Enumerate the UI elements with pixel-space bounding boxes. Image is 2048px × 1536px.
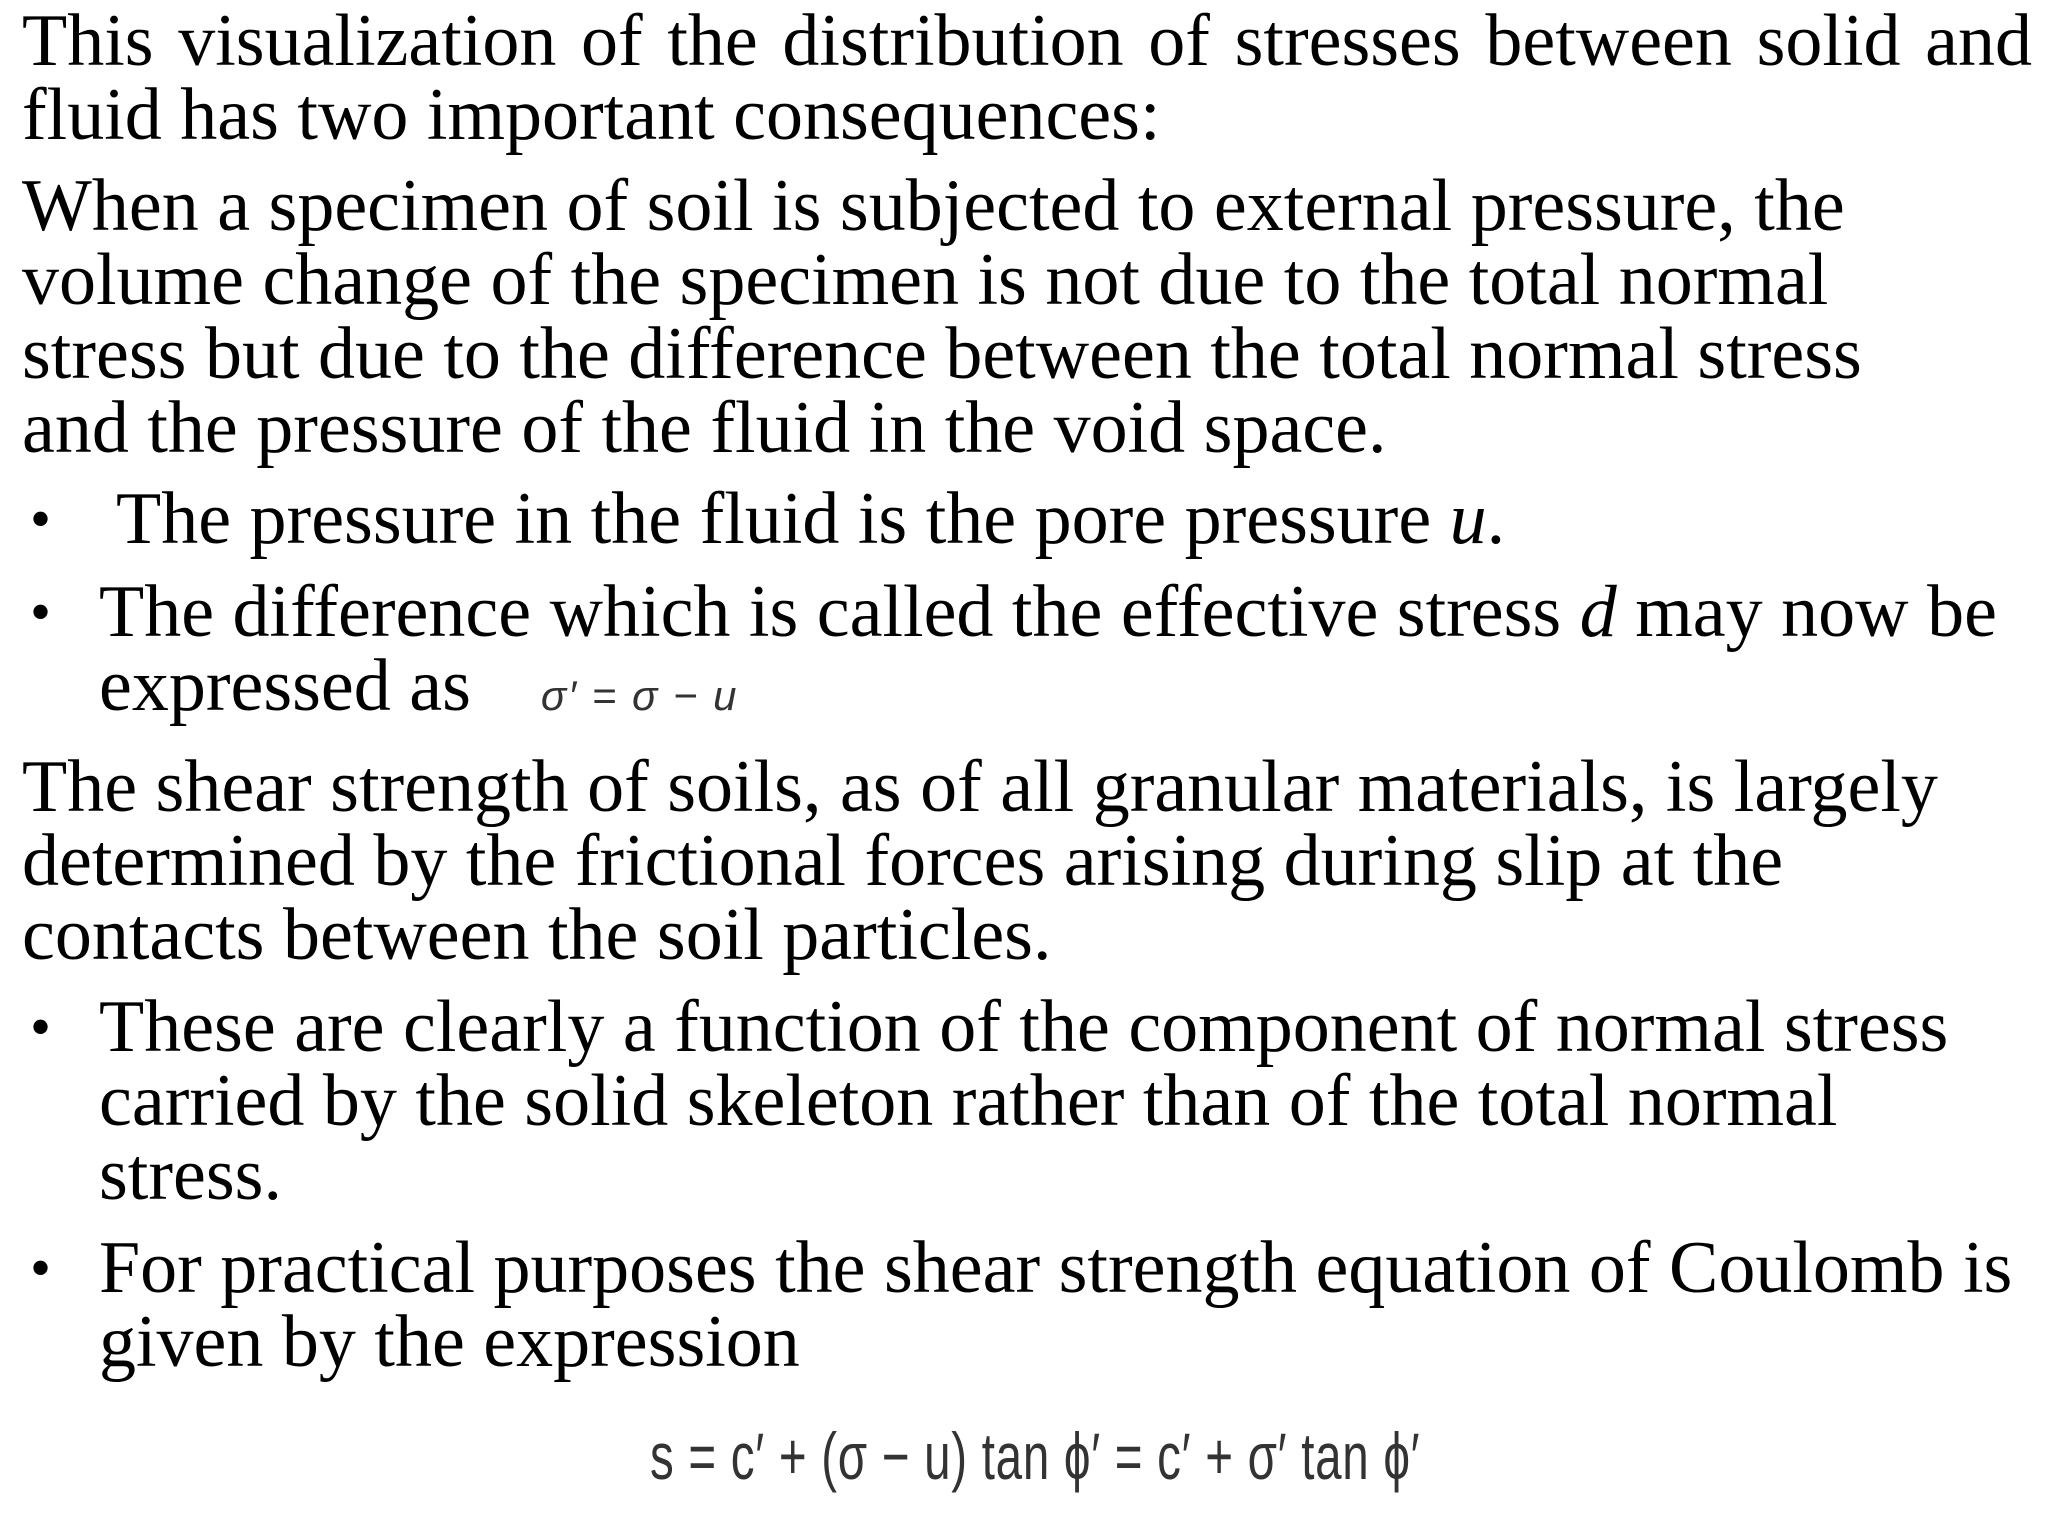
bullet-pore-pressure-end: . [1486,478,1506,560]
bullet-effective-stress [22,571,2009,733]
bullet-marker: • [30,579,52,645]
bullet-effective-stress-text: The difference which is called the effective stress [99,571,1580,653]
bullet-pore-pressure [22,478,2032,560]
bullet-function-text: These are clearly a function of the component of normal stress carried by the solid skeleton rather than of the total normal stress. [99,986,1949,1216]
bullet-pore-pressure-text: The pressure in the fluid is the pore pressure [116,478,1450,560]
effective-stress-symbol: d [1579,571,1617,653]
bullet-coulomb-text: For practical purposes the shear strength equation of Coulomb is given by the expression [99,1227,2013,1383]
bullet-coulomb [22,1227,2039,1383]
coulomb-formula: s = c′ + (σ − u) tan ϕ′ = c′ + σ′ tan ϕ′ [650,1419,1421,1493]
slide-content [22,0,2032,1383]
bullet-marker: • [30,994,52,1060]
shear-strength-paragraph: The shear strength of soils, as of all granular materials, is largely determined by the frictional forces arising during slip at the contacts between the soil particles. [22,746,1938,976]
bullet-marker: • [30,1235,52,1301]
intro-paragraph: This visualization of the distribution of stresses between solid and fluid has two important consequences: [22,0,2032,156]
pore-pressure-symbol: u [1449,478,1487,560]
bullet-marker: • [30,486,52,552]
bullet-function [22,986,2029,1216]
volume-change-paragraph: When a specimen of soil is subjected to external pressure, the volume change of the specimen is not due to the total normal stress but due to the difference between the total normal stress and the pressure of the fluid in the void space. [22,165,1862,469]
effective-stress-formula: σ′ = σ − u [540,672,739,719]
bullet-effective-stress-text2: may now be expressed as [99,571,1997,727]
